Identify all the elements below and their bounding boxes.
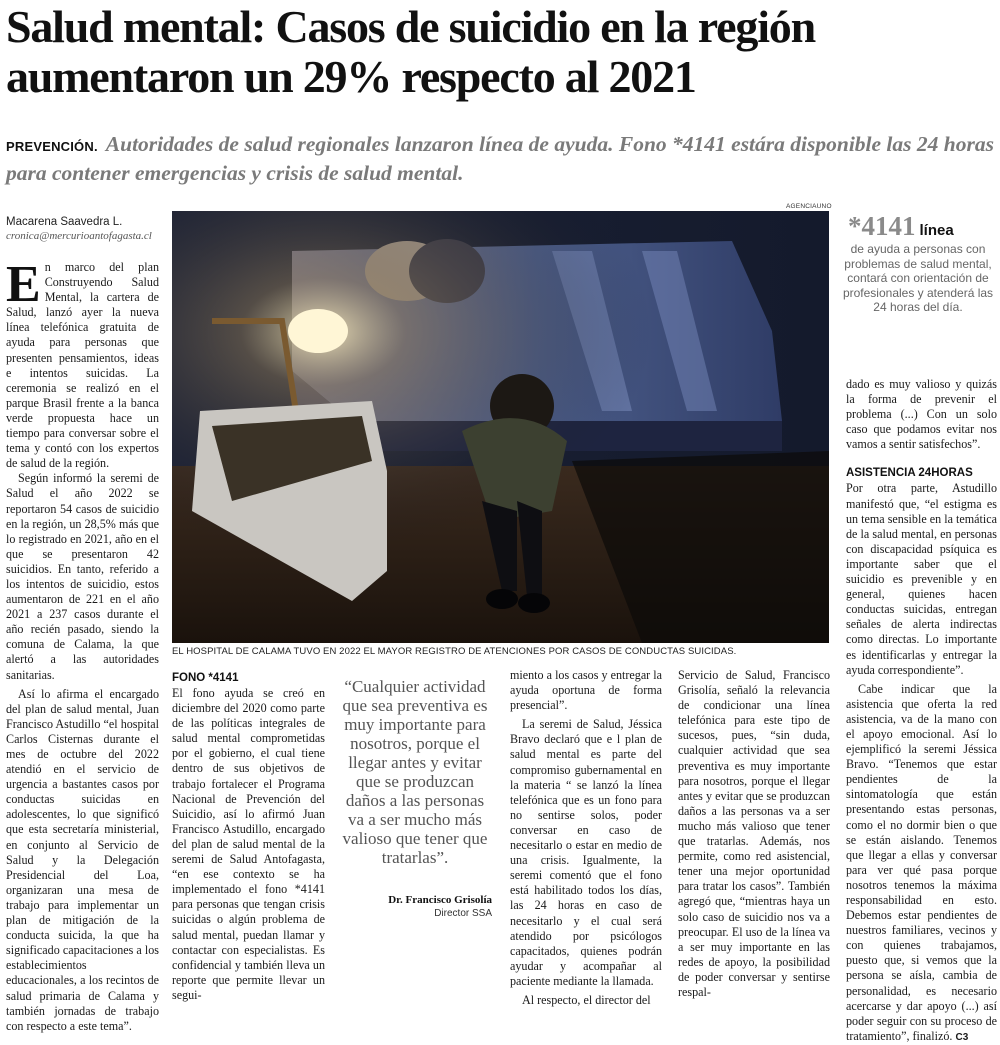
paragraph: La seremi de Salud, Jéssica Bravo declaró que e l plan de salud mental es parte del compromiso gubernamental en la materia “ se lanzó la línea telefónica que es un fono para no sentirse solos, poder conversar en caso de necesitarlo o estar en medio de una crisis. Igualmente, la seremi comentó que el fono está habilitado todos los días, las 24 horas en caso de necesitarlo y el cual será atendido por psicólogos capacitados, quienes podrán ayudar y acompañar al paciente mediante la llamada. [510,717,662,988]
author-name: Macarena Saavedra L. [6,216,123,228]
headline: Salud mental: Casos de suicidio en la región aumentaron un 29% respecto al 2021 [6,1,815,102]
paragraph: miento a los casos y entregar la ayuda oportuna de forma presencial”. [510,668,662,713]
drop-cap: E [6,256,41,313]
kicker: PREVENCIÓN. [6,139,98,154]
article-photo [172,211,829,643]
quote-author-role: Director SSA [434,908,492,919]
column-2 [172,668,325,1003]
factbox-number: *4141 [848,211,916,241]
photo-credit: AGENCIAUNO [786,203,832,210]
pull-quote: “Cualquier actividad que sea preventiva es muy importante para nosotros, porque el llegar antes y evitar que se produzcan daños a las personas va a ser mucho más valioso que tener que tratarlas”. [342,677,488,867]
column-4 [678,668,830,1000]
column-5 [846,377,997,1045]
byline [6,215,166,243]
subhead-fono: FONO *4141 [172,672,239,684]
paragraph: Al respecto, el director del [522,992,651,1007]
quote-author: Dr. Francisco Grisolía [388,894,492,906]
factbox-word: línea [919,222,954,239]
photo-caption: EL HOSPITAL DE CALAMA TUVO EN 2022 EL MAYOR REGISTRO DE ATENCIONES POR CASOS DE CONDUCTAS SUICIDAS. [172,646,737,657]
paragraph: Cabe indicar que la asistencia que oferta la red asistencia, va de la mano con el apoyo emocional. Así lo ejemplificó la seremi Jéssica Bravo. “Tenemos que estar pendientes de la sintomatología que están presentando estas personas, como el no dormir bien o que se están aislando. Tenemos que llegar a ellas y conversar para ver qué pasa porque nosotros tenemos la máxima responsabilidad en esto. Debemos estar pendientes de nuestros familiares, vecinos y con quienes trabajamos, puesto que, si vemos que la persona se aísla, cambia de personalidad, es necesario acercarse y dar apoyo (...) así poder seguir con su proceso de tratamiento”, finalizó. C3 [846,681,997,1043]
column-1 [6,256,159,1034]
paragraph: El fono ayuda se creó en diciembre del 2020 como parte de las políticas integrales de salud mental comprometidas por el gobierno, el cual tiene dentro de sus objetivos de trabajo fortalecer el Programa Nacional de Prevención del Suicidio, así lo afirmó Juan Francisco Astudillo, encargado del plan de salud mental de la seremi de Salud Antofagasta, “en ese contexto se ha implementado el fono *4141 para personas que tengan crisis suicidas o algún problema de salud mental, puedan llamar y contactar con especialistas. Es confidencial y también lleva un reporte que permite llevar un segui- [172,686,325,1002]
deck-text: Autoridades de salud regionales lanzaron línea de ayuda. Fono *4141 estára disponible las 24 horas para contener emergencias y crisis de salud mental. [6,132,994,185]
paragraph: En marco del plan Construyendo Salud Mental, la cartera de Salud, lanzó ayer la nueva línea telefónica gratuita de ayuda para personas que presenten pensamientos, ideas e intentos suicidas. La ceremonia se realizó en el parque Brasil frente a la banca verde propuesta hace un tiempo para conversar sobre el tema y contó con los expertos de salud de la región. [6,256,159,471]
paragraph: Según informó la seremi de Salud el año 2022 se reportaron 54 casos de suicidio en la región, un 28,5% más que lo registrado en 2021, año en el que se presentaron 42 suicidios. En tanto, referido a los intentos de suicidio, estos aumentaron de 221 en el año 2021 a 237 casos durante el año recién pasado, siendo la comuna de Calama, la que alertó a las autoridades sanitarias. [6,471,159,682]
subhead-asistencia: ASISTENCIA 24HORAS [846,467,973,480]
paragraph: Por otra parte, Astudillo manifestó que, “el estigma es un tema sensible en la temática de la salud mental, en personas con discapacidad psíquica es importante saber que el suicidio es prevenible y en general, quienes hacen conductas suicidas, entregan señales de alerta indirectas como directas. Lo importante es identificarlas y entregar la ayuda correspondiente”. [846,481,997,677]
factbox-text: de ayuda a personas con problemas de salud mental, contará con orientación de profesionales y atenderá las 24 horas del día. [842,242,994,314]
quote-attribution [340,893,492,921]
photo-illustration [172,211,829,643]
paragraph: Así lo afirma el encargado del plan de salud mental, Juan Francisco Astudillo “el hospital Carlos Cisternas durante el mes de octubre del 2022 atendió en el servicio de urgencia a bastantes casos por conductas suicidas en adolescentes, lo que significó que esta secretaría ministerial, en conjunto al Servicio de Salud y la Delegación Presidencial del Loa, organizaran una mesa de trabajo para implementar un plan de mitigación de la conducta suicida, la que ha significado capacitaciones a los establecimientos educacionales, a los recintos de salud primaria de Calama y también jornadas de trabajo con respecto a este tema”. [6,686,159,1033]
factbox [838,212,998,315]
end-mark: C3 [955,1031,969,1043]
paragraph: Servicio de Salud, Francisco Grisolía, señaló la relevancia de condicionar una línea telefónica para este tipo de sucesos, pues, “sin duda, cualquier actividad que sea preventiva es muy importante para nosotros, porque el llegar antes y evitar que se produzcan daños a las personas va a ser mucho más valioso que tener que tratarlas. Además, nos permite, como red asistencial, tener una mejor oportunidad para tratar los casos”. También agregó que, “mientras haya un solo caso de suicidio nos va a preocupar. El uso de la línea va a ser muy importante en las redes de apoyo, la posibilidad de poder conversar y sentirse respal- [678,668,830,999]
column-3 [510,668,662,1008]
author-email[interactable]: cronica@mercurioantofagasta.cl [6,230,152,242]
deck [6,131,996,187]
paragraph: dado es muy valioso y quizás la forma de prevenir el problema (...) Con un solo caso que podamos evitar nos vamos a sentir satisfechos”. [846,377,997,452]
